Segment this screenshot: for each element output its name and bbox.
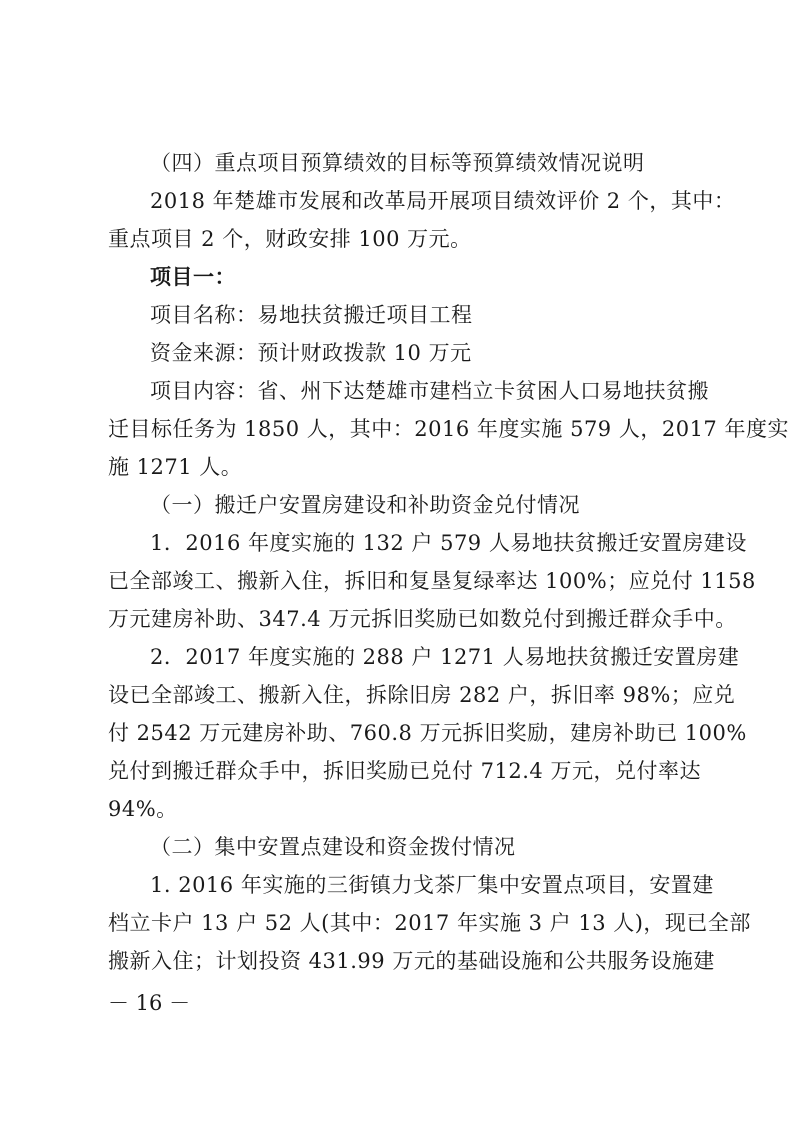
paragraph-line: 重点项目 2 个，财政安排 100 万元。 (108, 227, 472, 251)
paragraph-line: 付 2542 万元建房补助、760.8 万元拆旧奖励，建房补助已 100% (108, 721, 747, 745)
paragraph-line: 设已全部竣工、搬新入住，拆除旧房 282 户，拆旧率 98%；应兑 (108, 683, 736, 707)
paragraph-line: 施 1271 人。 (108, 455, 243, 479)
paragraph-line: 兑付到搬迁群众手中，拆旧奖励已兑付 712.4 万元，兑付率达 (108, 759, 701, 783)
paragraph-line: 迁目标任务为 1850 人，其中：2016 年度实施 579 人，2017 年度实 (108, 417, 789, 441)
paragraph-line: 1. 2016 年实施的三街镇力戈茶厂集中安置点项目，安置建 (150, 873, 714, 897)
paragraph-line: 搬新入住；计划投资 431.99 万元的基础设施和公共服务设施建 (108, 949, 715, 973)
project-heading: 项目一： (150, 264, 236, 289)
paragraph-line: 档立卡户 13 户 52 人(其中：2017 年实施 3 户 13 人)，现已全部 (108, 911, 751, 935)
paragraph-line: 已全部竣工、搬新入住，拆旧和复垦复绿率达 100%；应兑付 1158 (108, 569, 756, 593)
paragraph-line: 1．2016 年度实施的 132 户 579 人易地扶贫搬迁安置房建设 (150, 531, 747, 555)
paragraph-line: 2．2017 年度实施的 288 户 1271 人易地扶贫搬迁安置房建 (150, 645, 740, 669)
project-name-line: 项目名称：易地扶贫搬迁项目工程 (150, 303, 473, 327)
paragraph-line: 2018 年楚雄市发展和改革局开展项目绩效评价 2 个，其中： (150, 189, 736, 213)
section-heading-four: （四）重点项目预算绩效的目标等预算绩效情况说明 (150, 151, 645, 175)
paragraph-line: 万元建房补助、347.4 万元拆旧奖励已如数兑付到搬迁群众手中。 (108, 607, 737, 631)
subsection-heading-one: （一）搬迁户安置房建设和补助资金兑付情况 (150, 493, 580, 517)
funding-source-line: 资金来源：预计财政拨款 10 万元 (150, 341, 472, 365)
page-number: － 16 － (108, 991, 191, 1015)
paragraph-line: 94%。 (108, 797, 178, 821)
subsection-heading-two: （二）集中安置点建设和资金拨付情况 (150, 835, 516, 859)
paragraph-line: 项目内容：省、州下达楚雄市建档立卡贫困人口易地扶贫搬 (150, 379, 709, 403)
